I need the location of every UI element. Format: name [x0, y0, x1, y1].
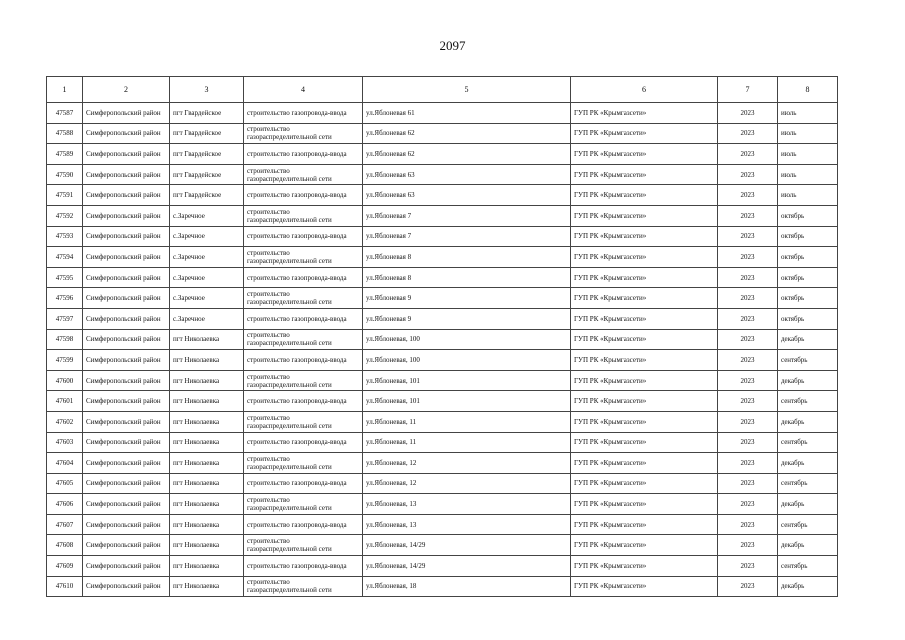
year-cell: 2023 [718, 267, 778, 288]
table-row [47, 308, 838, 329]
month-cell: октябрь [778, 288, 838, 309]
table-row [47, 514, 838, 535]
work-type-cell: строительство газораспределительной сети [244, 164, 363, 185]
month-cell: декабрь [778, 453, 838, 474]
organization-cell: ГУП РК «Крымгазсети» [571, 205, 718, 226]
table-row [47, 123, 838, 144]
table-row [47, 164, 838, 185]
settlement-cell: пгт Николаевка [170, 350, 244, 371]
work-type-cell: строительство газопровода-ввода [244, 308, 363, 329]
month-cell: сентябрь [778, 514, 838, 535]
month-cell: сентябрь [778, 556, 838, 577]
settlement-cell: пгт Гвардейское [170, 103, 244, 124]
column-header: 8 [778, 77, 838, 103]
row-number-cell: 47603 [47, 432, 83, 453]
organization-cell: ГУП РК «Крымгазсети» [571, 267, 718, 288]
year-cell: 2023 [718, 576, 778, 597]
settlement-cell: пгт Николаевка [170, 329, 244, 350]
district-cell: Симферопольский район [83, 514, 170, 535]
year-cell: 2023 [718, 308, 778, 329]
year-cell: 2023 [718, 247, 778, 268]
row-number-cell: 47606 [47, 494, 83, 515]
year-cell: 2023 [718, 556, 778, 577]
column-header: 5 [363, 77, 571, 103]
year-cell: 2023 [718, 164, 778, 185]
year-cell: 2023 [718, 185, 778, 206]
district-cell: Симферопольский район [83, 123, 170, 144]
address-cell: ул.Яблоневая, 18 [363, 576, 571, 597]
row-number-cell: 47602 [47, 411, 83, 432]
settlement-cell: пгт Николаевка [170, 576, 244, 597]
row-number-cell: 47604 [47, 453, 83, 474]
settlement-cell: с.Заречное [170, 288, 244, 309]
work-type-cell: строительство газопровода-ввода [244, 267, 363, 288]
column-header: 4 [244, 77, 363, 103]
row-number-cell: 47605 [47, 473, 83, 494]
address-cell: ул.Яблоневая, 12 [363, 473, 571, 494]
column-header: 6 [571, 77, 718, 103]
address-cell: ул.Яблоневая 8 [363, 267, 571, 288]
settlement-cell: с.Заречное [170, 267, 244, 288]
row-number-cell: 47598 [47, 329, 83, 350]
row-number-cell: 47588 [47, 123, 83, 144]
header-row [47, 77, 838, 103]
district-cell: Симферопольский район [83, 185, 170, 206]
organization-cell: ГУП РК «Крымгазсети» [571, 123, 718, 144]
work-type-cell: строительство газораспределительной сети [244, 453, 363, 474]
address-cell: ул.Яблоневая 63 [363, 164, 571, 185]
district-cell: Симферопольский район [83, 205, 170, 226]
year-cell: 2023 [718, 103, 778, 124]
month-cell: декабрь [778, 576, 838, 597]
district-cell: Симферопольский район [83, 473, 170, 494]
work-type-cell: строительство газораспределительной сети [244, 288, 363, 309]
table-row [47, 391, 838, 412]
month-cell: октябрь [778, 308, 838, 329]
settlement-cell: пгт Николаевка [170, 370, 244, 391]
table-body [47, 103, 838, 597]
work-type-cell: строительство газопровода-ввода [244, 391, 363, 412]
month-cell: декабрь [778, 494, 838, 515]
data-table [46, 76, 838, 597]
organization-cell: ГУП РК «Крымгазсети» [571, 535, 718, 556]
organization-cell: ГУП РК «Крымгазсети» [571, 164, 718, 185]
address-cell: ул.Яблоневая 61 [363, 103, 571, 124]
district-cell: Симферопольский район [83, 494, 170, 515]
month-cell: июль [778, 123, 838, 144]
work-type-cell: строительство газораспределительной сети [244, 247, 363, 268]
year-cell: 2023 [718, 494, 778, 515]
year-cell: 2023 [718, 370, 778, 391]
row-number-cell: 47599 [47, 350, 83, 371]
address-cell: ул.Яблоневая, 101 [363, 391, 571, 412]
month-cell: июль [778, 103, 838, 124]
year-cell: 2023 [718, 411, 778, 432]
settlement-cell: пгт Николаевка [170, 391, 244, 412]
month-cell: сентябрь [778, 391, 838, 412]
work-type-cell: строительство газопровода-ввода [244, 226, 363, 247]
table-row [47, 350, 838, 371]
year-cell: 2023 [718, 144, 778, 165]
table-row [47, 226, 838, 247]
row-number-cell: 47595 [47, 267, 83, 288]
organization-cell: ГУП РК «Крымгазсети» [571, 226, 718, 247]
row-number-cell: 47597 [47, 308, 83, 329]
organization-cell: ГУП РК «Крымгазсети» [571, 514, 718, 535]
row-number-cell: 47609 [47, 556, 83, 577]
address-cell: ул.Яблоневая 8 [363, 247, 571, 268]
address-cell: ул.Яблоневая, 13 [363, 514, 571, 535]
district-cell: Симферопольский район [83, 329, 170, 350]
month-cell: декабрь [778, 370, 838, 391]
work-type-cell: строительство газораспределительной сети [244, 535, 363, 556]
work-type-cell: строительство газораспределительной сети [244, 329, 363, 350]
column-header: 7 [718, 77, 778, 103]
work-type-cell: строительство газораспределительной сети [244, 576, 363, 597]
address-cell: ул.Яблоневая, 13 [363, 494, 571, 515]
month-cell: декабрь [778, 329, 838, 350]
work-type-cell: строительство газораспределительной сети [244, 370, 363, 391]
organization-cell: ГУП РК «Крымгазсети» [571, 556, 718, 577]
table-row [47, 103, 838, 124]
table-row [47, 411, 838, 432]
page-number: 2097 [439, 38, 466, 53]
work-type-cell: строительство газопровода-ввода [244, 103, 363, 124]
month-cell: октябрь [778, 267, 838, 288]
table-row [47, 370, 838, 391]
settlement-cell: пгт Гвардейское [170, 185, 244, 206]
table-row [47, 267, 838, 288]
settlement-cell: пгт Николаевка [170, 556, 244, 577]
district-cell: Симферопольский район [83, 556, 170, 577]
table-row [47, 288, 838, 309]
row-number-cell: 47589 [47, 144, 83, 165]
month-cell: октябрь [778, 226, 838, 247]
district-cell: Симферопольский район [83, 164, 170, 185]
organization-cell: ГУП РК «Крымгазсети» [571, 494, 718, 515]
organization-cell: ГУП РК «Крымгазсети» [571, 288, 718, 309]
month-cell: октябрь [778, 247, 838, 268]
organization-cell: ГУП РК «Крымгазсети» [571, 103, 718, 124]
district-cell: Симферопольский район [83, 411, 170, 432]
organization-cell: ГУП РК «Крымгазсети» [571, 308, 718, 329]
table-row [47, 247, 838, 268]
year-cell: 2023 [718, 453, 778, 474]
organization-cell: ГУП РК «Крымгазсети» [571, 185, 718, 206]
row-number-cell: 47594 [47, 247, 83, 268]
column-header: 1 [47, 77, 83, 103]
district-cell: Симферопольский район [83, 576, 170, 597]
row-number-cell: 47601 [47, 391, 83, 412]
row-number-cell: 47608 [47, 535, 83, 556]
district-cell: Симферопольский район [83, 535, 170, 556]
row-number-cell: 47592 [47, 205, 83, 226]
table-row [47, 432, 838, 453]
work-type-cell: строительство газопровода-ввода [244, 473, 363, 494]
month-cell: сентябрь [778, 473, 838, 494]
table-row [47, 473, 838, 494]
year-cell: 2023 [718, 226, 778, 247]
month-cell: декабрь [778, 535, 838, 556]
settlement-cell: пгт Николаевка [170, 494, 244, 515]
year-cell: 2023 [718, 288, 778, 309]
address-cell: ул.Яблоневая 62 [363, 123, 571, 144]
settlement-cell: с.Заречное [170, 247, 244, 268]
address-cell: ул.Яблоневая, 11 [363, 411, 571, 432]
row-number-cell: 47600 [47, 370, 83, 391]
table-row [47, 329, 838, 350]
year-cell: 2023 [718, 329, 778, 350]
district-cell: Симферопольский район [83, 308, 170, 329]
row-number-cell: 47607 [47, 514, 83, 535]
organization-cell: ГУП РК «Крымгазсети» [571, 576, 718, 597]
settlement-cell: с.Заречное [170, 205, 244, 226]
district-cell: Симферопольский район [83, 267, 170, 288]
table-row [47, 453, 838, 474]
settlement-cell: пгт Николаевка [170, 453, 244, 474]
organization-cell: ГУП РК «Крымгазсети» [571, 391, 718, 412]
table-row [47, 185, 838, 206]
organization-cell: ГУП РК «Крымгазсети» [571, 432, 718, 453]
settlement-cell: пгт Николаевка [170, 432, 244, 453]
settlement-cell: пгт Николаевка [170, 411, 244, 432]
organization-cell: ГУП РК «Крымгазсети» [571, 473, 718, 494]
month-cell: октябрь [778, 205, 838, 226]
organization-cell: ГУП РК «Крымгазсети» [571, 350, 718, 371]
work-type-cell: строительство газопровода-ввода [244, 144, 363, 165]
organization-cell: ГУП РК «Крымгазсети» [571, 329, 718, 350]
table-row [47, 576, 838, 597]
settlement-cell: пгт Гвардейское [170, 144, 244, 165]
organization-cell: ГУП РК «Крымгазсети» [571, 247, 718, 268]
year-cell: 2023 [718, 535, 778, 556]
work-type-cell: строительство газораспределительной сети [244, 411, 363, 432]
table-row [47, 535, 838, 556]
address-cell: ул.Яблоневая, 100 [363, 329, 571, 350]
address-cell: ул.Яблоневая, 14/29 [363, 556, 571, 577]
district-cell: Симферопольский район [83, 370, 170, 391]
year-cell: 2023 [718, 205, 778, 226]
column-header: 3 [170, 77, 244, 103]
district-cell: Симферопольский район [83, 288, 170, 309]
work-type-cell: строительство газопровода-ввода [244, 556, 363, 577]
settlement-cell: с.Заречное [170, 226, 244, 247]
organization-cell: ГУП РК «Крымгазсети» [571, 370, 718, 391]
organization-cell: ГУП РК «Крымгазсети» [571, 411, 718, 432]
year-cell: 2023 [718, 514, 778, 535]
settlement-cell: пгт Николаевка [170, 514, 244, 535]
district-cell: Симферопольский район [83, 432, 170, 453]
settlement-cell: пгт Гвардейское [170, 123, 244, 144]
address-cell: ул.Яблоневая 62 [363, 144, 571, 165]
work-type-cell: строительство газопровода-ввода [244, 185, 363, 206]
settlement-cell: пгт Гвардейское [170, 164, 244, 185]
table-row [47, 494, 838, 515]
month-cell: июль [778, 185, 838, 206]
row-number-cell: 47587 [47, 103, 83, 124]
month-cell: июль [778, 164, 838, 185]
address-cell: ул.Яблоневая 63 [363, 185, 571, 206]
work-type-cell: строительство газопровода-ввода [244, 350, 363, 371]
month-cell: сентябрь [778, 432, 838, 453]
table-header [47, 77, 838, 103]
district-cell: Симферопольский район [83, 247, 170, 268]
month-cell: июль [778, 144, 838, 165]
district-cell: Симферопольский район [83, 103, 170, 124]
district-cell: Симферопольский район [83, 226, 170, 247]
address-cell: ул.Яблоневая, 11 [363, 432, 571, 453]
address-cell: ул.Яблоневая 9 [363, 308, 571, 329]
month-cell: декабрь [778, 411, 838, 432]
year-cell: 2023 [718, 391, 778, 412]
settlement-cell: с.Заречное [170, 308, 244, 329]
year-cell: 2023 [718, 350, 778, 371]
column-header: 2 [83, 77, 170, 103]
table-row [47, 144, 838, 165]
work-type-cell: строительство газораспределительной сети [244, 205, 363, 226]
row-number-cell: 47610 [47, 576, 83, 597]
settlement-cell: пгт Николаевка [170, 535, 244, 556]
address-cell: ул.Яблоневая, 12 [363, 453, 571, 474]
work-type-cell: строительство газопровода-ввода [244, 432, 363, 453]
table-row [47, 556, 838, 577]
address-cell: ул.Яблоневая 9 [363, 288, 571, 309]
year-cell: 2023 [718, 123, 778, 144]
row-number-cell: 47596 [47, 288, 83, 309]
settlement-cell: пгт Николаевка [170, 473, 244, 494]
address-cell: ул.Яблоневая, 100 [363, 350, 571, 371]
row-number-cell: 47593 [47, 226, 83, 247]
address-cell: ул.Яблоневая, 101 [363, 370, 571, 391]
district-cell: Симферопольский район [83, 350, 170, 371]
work-type-cell: строительство газораспределительной сети [244, 494, 363, 515]
district-cell: Симферопольский район [83, 391, 170, 412]
address-cell: ул.Яблоневая 7 [363, 226, 571, 247]
row-number-cell: 47591 [47, 185, 83, 206]
organization-cell: ГУП РК «Крымгазсети» [571, 453, 718, 474]
year-cell: 2023 [718, 473, 778, 494]
address-cell: ул.Яблоневая 7 [363, 205, 571, 226]
month-cell: сентябрь [778, 350, 838, 371]
row-number-cell: 47590 [47, 164, 83, 185]
work-type-cell: строительство газопровода-ввода [244, 514, 363, 535]
organization-cell: ГУП РК «Крымгазсети» [571, 144, 718, 165]
year-cell: 2023 [718, 432, 778, 453]
address-cell: ул.Яблоневая, 14/29 [363, 535, 571, 556]
work-type-cell: строительство газораспределительной сети [244, 123, 363, 144]
district-cell: Симферопольский район [83, 144, 170, 165]
district-cell: Симферопольский район [83, 453, 170, 474]
table-row [47, 205, 838, 226]
